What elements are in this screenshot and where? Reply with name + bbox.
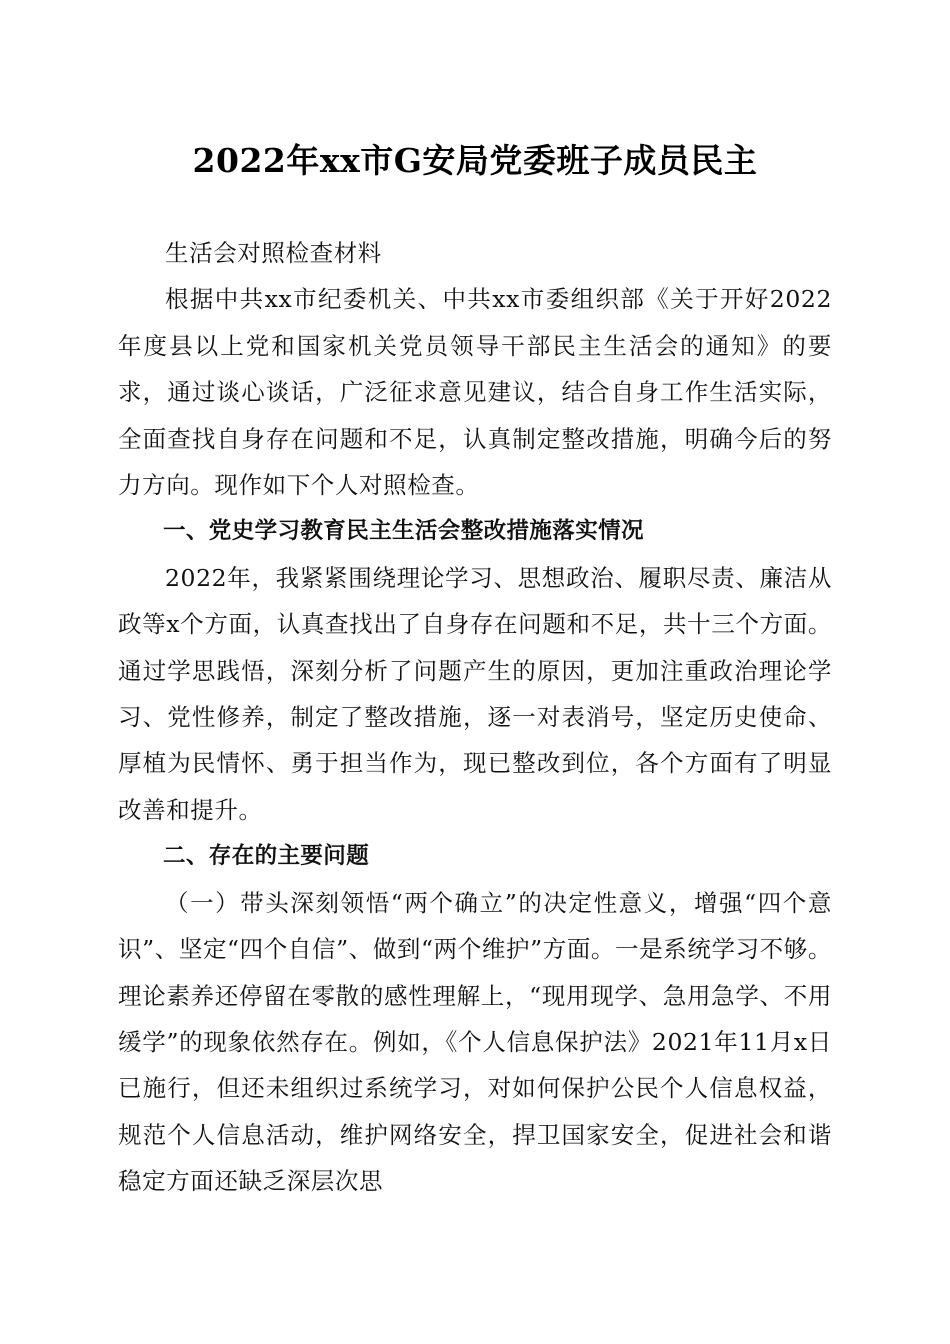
- section-1-heading: 一、党史学习教育民主生活会整改措施落实情况: [163, 518, 644, 545]
- section-2-paragraph: （一）带头深刻领悟“两个确立”的决定性意义，增强“四个意识”、坚定“四个自信”、做到“两个维护”方面。一是系统学习不够。理论素养还停留在零散的感性理解上，“现用现学、急用急学、不用缓学”的现象依然存在。例如，《个人信息保护法》2021年11月x日已施行，但还未组织过系统学习，对如何保护公民个人信息权益，规范个人信息活动，维护网络安全，捍卫国家安全，促进社会和谐稳定方面还缺乏深层次思: [118, 888, 832, 1196]
- intro-paragraph: 根据中共xx市纪委机关、中共xx市委组织部《关于开好2022年度县以上党和国家机关党员领导干部民主生活会的通知》的要求，通过谈心谈话，广泛征求意见建议，结合自身工作生活实际，全面查找自身存在问题和不足，认真制定整改措施，明确今后的努力方向。现作如下个人对照检查。: [118, 285, 832, 500]
- document-title: 2022年xx市G安局党委班子成员民主: [192, 141, 758, 180]
- document-body: [118, 230, 832, 1205]
- document-subtitle: 生活会对照检查材料: [165, 239, 382, 267]
- section-2-heading: 二、存在的主要问题: [163, 843, 370, 870]
- section-1-paragraph: 2022年，我紧紧围绕理论学习、思想政治、履职尽责、廉洁从政等x个方面，认真查找出了自身存在问题和不足，共十三个方面。通过学思践悟，深刻分析了问题产生的原因，更加注重政治理论学习、党性修养，制定了整改措施，逐一对表消号，坚定历史使命、厚植为民情怀、勇于担当作为，现已整改到位，各个方面有了明显改善和提升。: [118, 563, 832, 824]
